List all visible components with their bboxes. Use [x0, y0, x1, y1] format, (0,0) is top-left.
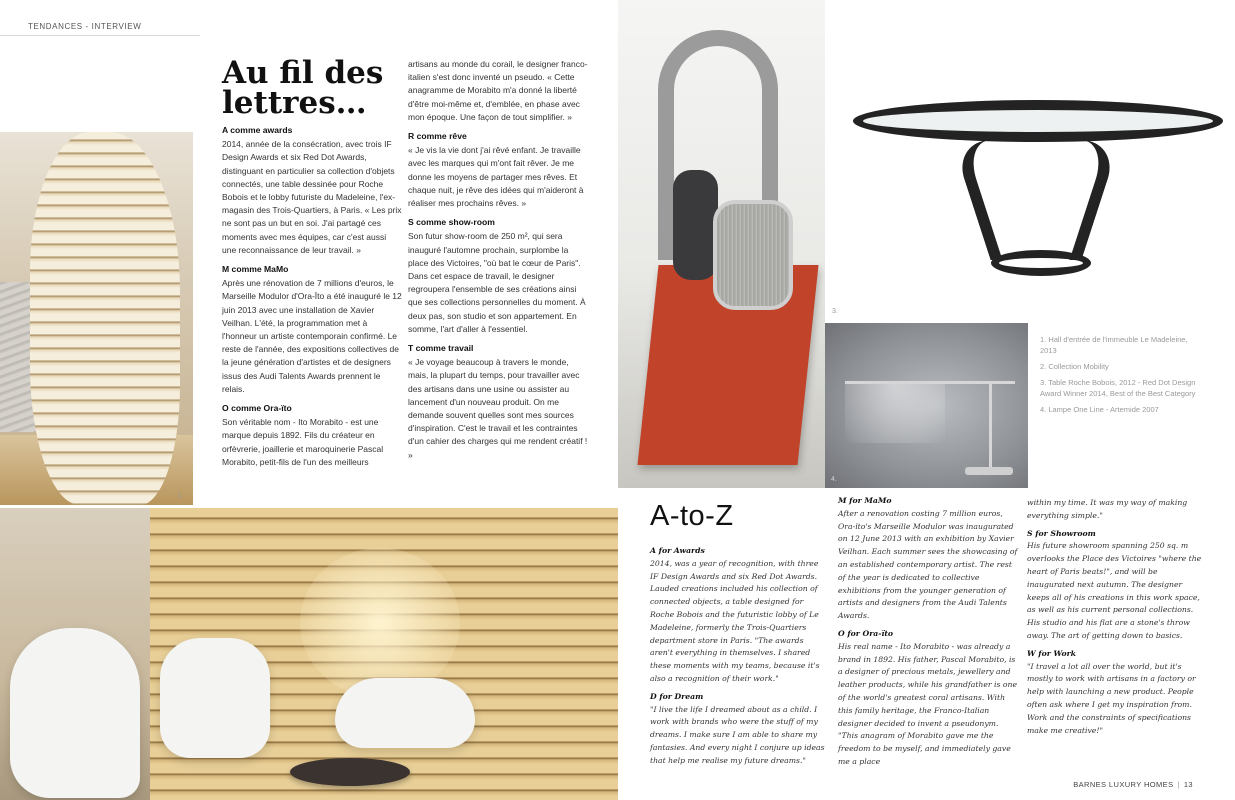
footer-brand: BARNES LUXURY HOMES — [1073, 780, 1174, 789]
caption: 3. Table Roche Bobois, 2012 - Red Dot Design Award Winner 2014, Best of the Best Category — [1040, 378, 1196, 398]
entry-heading: S for Showroom — [1027, 528, 1096, 538]
entry-heading: A for Awards — [650, 546, 705, 555]
header-rule-left — [0, 35, 200, 36]
photo-number-4: 4. — [831, 476, 837, 483]
photo-captions — [1040, 334, 1205, 420]
entry-heading: R comme rêve — [408, 131, 467, 142]
entry-body: Après une rénovation de 7 millions d'euros, le Marseille Modulor d'Ora-Ïto a été inauguré le 12 juin 2013 avec une installation de Xavier Veilhan. L'été, la programmation met à l'honneur un artiste contemporain confirmé. Le reste de l'année, des expositions collectives de la jeune génération d'artistes et de designers issus des Audi Talents Awards prennent le relais. — [222, 278, 402, 394]
section-header-left: TENDANCES - INTERVIEW — [28, 22, 142, 31]
entry-body: 2014, was a year of recognition, with three IF Design Awards and six Red Dot Awards. Lauded creations included his collection of connected objects, a table designed for Roche Bobois and the futuristic lobby of Le Madeleine, formerly the Trois-Quartiers department store in Paris. "The awards aren't everything in themselves. I shared these moments with my teams, because it's also a recognition of their work." — [650, 558, 820, 683]
headphone-ear-cup — [713, 200, 793, 310]
entry-body: Son futur show-room de 250 m², qui sera inauguré l'automne prochain, surplombe la place des Victoires, "où bat le cœur de Paris". Dans cet espace de travail, le designer regroupera l'ensemble de ses créations ainsi que ses collections personnelles du moment. À deux pas, son studio et son appartement. En somme, l'art d'aller à l'essentiel. — [408, 231, 586, 334]
entry-heading: W for Work — [1027, 648, 1076, 658]
entry-heading: A comme awards — [222, 125, 293, 135]
entry-body: "I live the life I dreamed about as a child. I work with brands who were the stuff of my dreams. I make sure I am able to share my fantasies. And every night I conjure up ideas that help me realise my future dreams." — [650, 704, 825, 765]
entry-continuation: within my time. It was my way of making everything simple." — [1027, 498, 1188, 520]
lamp-light — [845, 383, 945, 443]
entry-continuation: artisans au monde du corail, le designer franco-italien s'est donc inventé un pseudo. « Cette anagramme de Morabito m'a donné la liberté d'être moi-même et, d'emblée, en phase avec mon époque. Une façon de tout simplifier. » — [408, 59, 588, 122]
photo-number-3: 3. — [832, 308, 838, 315]
entry-body: His real name - Ito Morabito - was already a brand in 1892. His father, Pascal Morabito, is a designer of precious metals, jewellery and leather products, while his grandfather is one of the world's greatest coral artisans. With this family heritage, the Franco-Italian designer decided to invent a pseudonym. "This anagram of Morabito gave me the freedom to be myself, and immediately gave me a place — [838, 641, 1018, 766]
english-column-2 — [838, 495, 1018, 769]
entry-heading: D for Dream — [650, 691, 704, 701]
table-leg — [1022, 140, 1121, 260]
caption: 4. Lampe One Line - Artemide 2007 — [1040, 405, 1159, 414]
white-lounge-chair — [10, 628, 140, 798]
lobby-wavy-column — [30, 132, 180, 505]
page-footer — [1073, 780, 1193, 789]
lamp-post — [989, 381, 992, 471]
entry-heading: O for Ora-ïto — [838, 628, 894, 638]
caption: 1. Hall d'entrée de l'immeuble Le Madeleine, 2013 — [1040, 335, 1188, 355]
entry-heading: M comme MaMo — [222, 264, 289, 275]
french-title: Au fil des lettres… — [222, 55, 384, 121]
light-glow — [300, 548, 460, 698]
english-column-1 — [650, 545, 828, 768]
english-column-3 — [1027, 497, 1207, 737]
french-column-1 — [222, 124, 402, 469]
headphone-ear-pad — [673, 170, 718, 280]
white-lounge-chair — [335, 678, 475, 748]
table-glass-top — [853, 100, 1223, 142]
white-lounge-chair — [160, 638, 270, 758]
entry-body: After a renovation costing 7 million euros, Ora-ïto's Marseille Modulor was inaugurated on 12 June 2013 with an exhibition by Xavier Veilhan. Each summer sees the showcasing of an established contemporary artist. The rest of the year is dedicated to collective exhibitions from the younger generation of artists and designers from the Audi Talents Awards. — [838, 508, 1018, 621]
photo-lobby-column — [0, 132, 193, 505]
photo-lamp — [825, 323, 1028, 488]
entry-body: « Je voyage beaucoup à travers le monde, mais, la plupart du temps, pour travailler avec des artisans dans une usine ou assister au lancement d'un nouveau produit. On me demande souvent quelles sont mes sources d'inspiration. C'est le travail et les contraintes d'un cahier des charges qui me rendent créatif ! » — [408, 357, 588, 460]
entry-heading: O comme Ora-ïto — [222, 403, 292, 414]
english-title: A-to-Z — [650, 500, 734, 532]
entry-heading: S comme show-room — [408, 217, 495, 228]
entry-heading: T comme travail — [408, 343, 474, 354]
footer-separator: | — [1177, 780, 1180, 789]
caption: 2. Collection Mobility — [1040, 362, 1109, 371]
photo-table — [841, 0, 1235, 318]
page-number: 13 — [1183, 780, 1193, 789]
photo-lounge-interior — [0, 508, 618, 800]
entry-body: "I travel a lot all over the world, but it's mostly to work with artisans in a factory or help with launching a new product. People often ask where I get my inspiration from. Work and the constraints of specifications make me creative!" — [1027, 661, 1196, 735]
photo-number-1: 1. — [177, 492, 183, 499]
lamp-base — [965, 467, 1013, 475]
entry-heading: M for MaMo — [838, 496, 892, 505]
coffee-table — [290, 758, 410, 786]
french-column-2 — [408, 58, 588, 462]
entry-body: His future showroom spanning 250 sq. m overlooks the Place des Victoires "where the heart of Paris beats!", and will be inaugurated next autumn. The designer keeps all of his creations in this work space, as well as his current personal collections. His studio and his flat are a stone's throw away. The art of getting down to basics. — [1027, 541, 1202, 640]
table-base-ring — [991, 250, 1091, 276]
photo-headphones — [618, 0, 825, 488]
entry-body: « Je vis la vie dont j'ai rêvé enfant. Je travaille avec les marques qui m'ont fait rêver. Je me donne les moyens de partager mes rêves. Et chaque nuit, je rêve des idées qui m'aideront à réaliser mes prochains rêves. » — [408, 145, 584, 209]
entry-body: 2014, année de la consécration, avec trois IF Design Awards et six Red Dot Awards, distinguant en particulier sa collection d'objets connectés, une table dessinée pour Roche Bobois et le lobby futuriste du Madeleine, l'ex-magasin des Trois-Quartiers, à Paris. « Les prix ne sont pas un but en soi. J'ai partagé ces moments avec mes équipes, car c'est aussi une reconnaissance de leur travail. » — [222, 139, 402, 255]
entry-body: Son véritable nom - Ito Morabito - est une marque depuis 1892. Fils du créateur en orfèvrerie, joaillerie et maroquinerie Pascal Morabito, petit-fils de l'un des meilleurs — [222, 417, 384, 467]
right-page — [618, 0, 1235, 800]
